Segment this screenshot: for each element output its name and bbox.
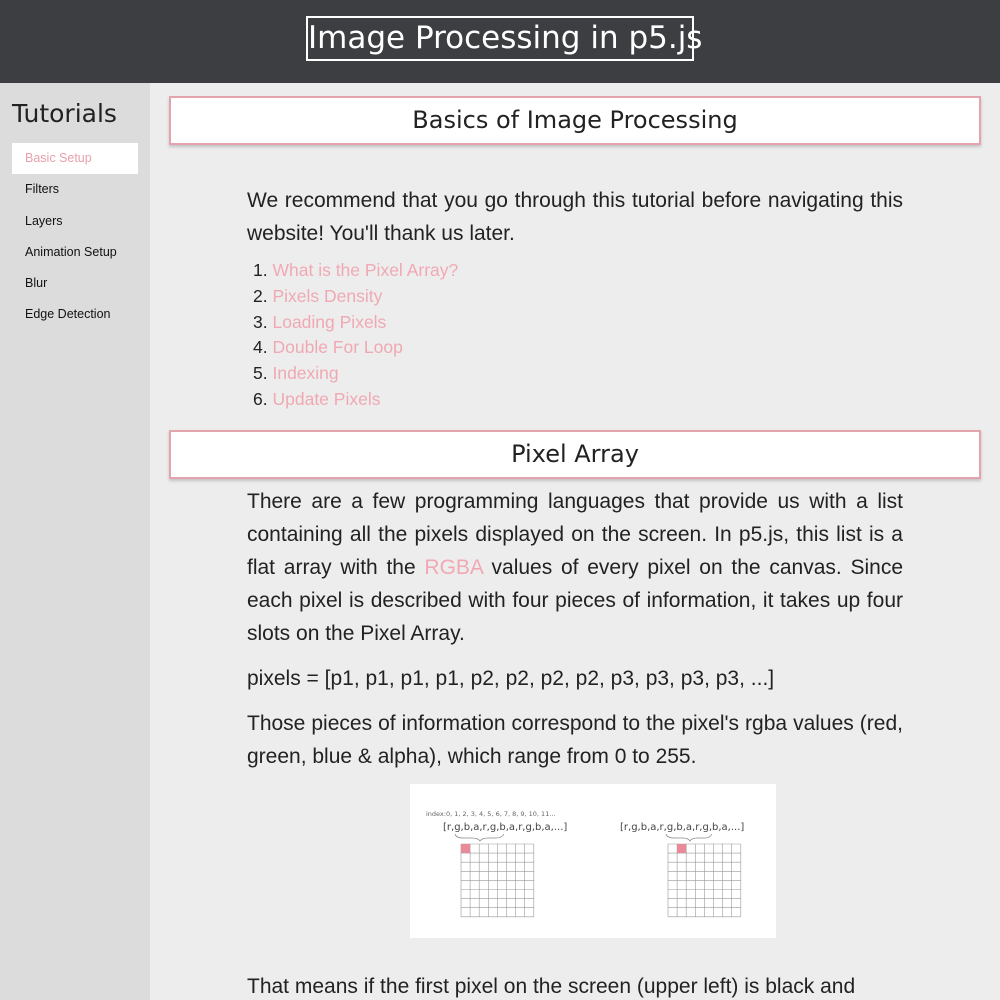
continued-paragraph: That means if the first pixel on the screen (upper left) is black and xyxy=(247,975,856,998)
top-bar xyxy=(0,0,1000,83)
section-heading-pixel-array: Pixel Array xyxy=(169,430,981,479)
site-title: Image Processing in p5.js xyxy=(306,16,694,61)
sidebar-item-layers[interactable]: Layers xyxy=(25,213,63,228)
basics-content xyxy=(247,184,903,413)
sidebar-item-animation-setup[interactable]: Animation Setup xyxy=(25,244,117,259)
section-heading-basics: Basics of Image Processing xyxy=(169,96,981,145)
sidebar-item-edge-detection[interactable]: Edge Detection xyxy=(25,307,111,322)
pixel-grid-illustration xyxy=(410,784,776,938)
sidebar-item-basic-setup[interactable]: Basic Setup xyxy=(12,143,138,174)
toc-item: 4. Double For Loop xyxy=(253,337,403,358)
toc-item: 3. Loading Pixels xyxy=(253,311,387,332)
left-pixel-grid xyxy=(461,844,534,917)
index-label: index:0, 1, 2, 3, 4, 5, 6, 7, 8, 9, 10, 11... xyxy=(426,810,556,818)
toc-link-pixels-density[interactable]: Pixels Density xyxy=(272,285,383,306)
toc-link-pixel-array[interactable]: What is the Pixel Array? xyxy=(272,260,459,280)
left-array-label: [r,g,b,a,r,g,b,a,r,g,b,a,...] xyxy=(443,822,568,833)
right-pixel-grid xyxy=(668,844,741,917)
toc-item: 5. Indexing xyxy=(253,363,339,384)
toc-item: 1. What is the Pixel Array? xyxy=(253,260,459,280)
right-bracket-curve xyxy=(666,834,712,841)
rgba-range-paragraph: Those pieces of information correspond to the pixel's rgba values (red, green, blue & alpha), which range from 0 to 255. xyxy=(247,712,903,768)
toc-link-loading-pixels[interactable]: Loading Pixels xyxy=(272,311,387,332)
sidebar-nav xyxy=(12,143,138,331)
pixel-array-paragraph: There are a few programming languages that provide us with a list containing all the pixels displayed on the screen. In p5.js, this list is a flat array with the RGBA values of every pixel on the canvas. Since each pixel is described with four pieces of information, it takes up four slots on the Pixel Array. xyxy=(247,490,903,645)
sidebar-item-blur[interactable]: Blur xyxy=(25,276,48,291)
left-first-pixel-highlight xyxy=(461,844,470,853)
intro-paragraph: We recommend that you go through this tutorial before navigating this website! You'll thank us later. xyxy=(247,189,903,245)
pixels-code-line: pixels = [p1, p1, p1, p1, p2, p2, p2, p2, p3, p3, p3, p3, ...] xyxy=(247,667,775,690)
left-bracket-curve xyxy=(455,834,504,841)
pixel-array-content xyxy=(247,485,903,773)
sidebar-item-filters[interactable]: Filters xyxy=(25,182,60,197)
pixel-array-figure xyxy=(410,784,776,938)
table-of-contents xyxy=(247,258,903,413)
sidebar-heading: Tutorials xyxy=(12,99,117,128)
toc-item: 2. Pixels Density xyxy=(253,285,383,306)
toc-link-indexing[interactable]: Indexing xyxy=(272,363,339,384)
right-array-label: [r,g,b,a,r,g,b,a,r,g,b,a,...] xyxy=(620,822,745,833)
rgba-link[interactable]: RGBA xyxy=(424,556,483,579)
toc-item: 6. Update Pixels xyxy=(253,388,381,409)
right-first-pixel-highlight xyxy=(677,844,686,853)
continued-content xyxy=(247,970,903,1000)
toc-link-update-pixels[interactable]: Update Pixels xyxy=(272,388,381,409)
toc-link-double-for-loop[interactable]: Double For Loop xyxy=(272,337,403,358)
sidebar xyxy=(0,83,150,1000)
